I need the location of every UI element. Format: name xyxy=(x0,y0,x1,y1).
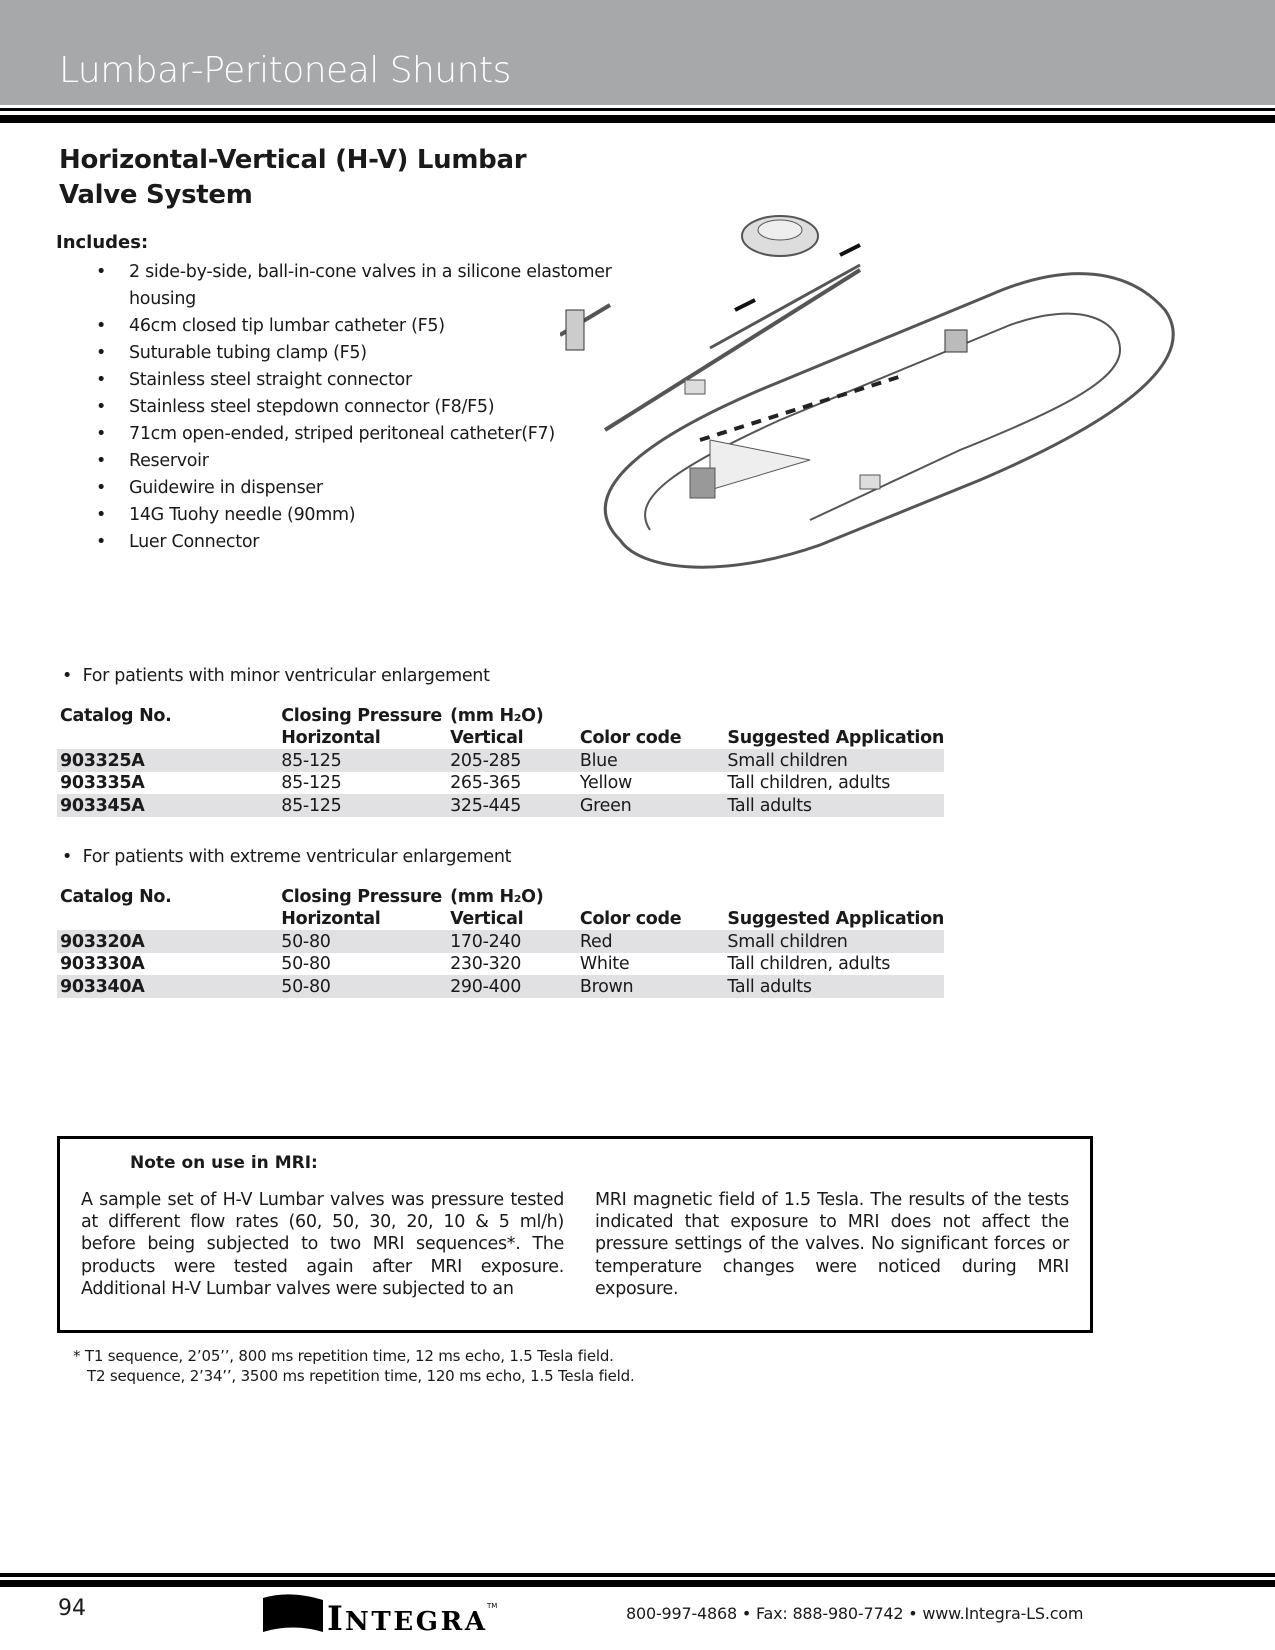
table-row xyxy=(57,930,944,953)
application: Small children xyxy=(724,930,944,953)
integra-logo xyxy=(263,1592,498,1634)
header-rule-thin xyxy=(0,108,1275,111)
catalog-no: 903345A xyxy=(57,794,278,817)
col-application: Suggested Application xyxy=(727,728,944,749)
horizontal: 85-125 xyxy=(278,794,447,817)
color-code: White xyxy=(579,954,630,975)
col-catalog: Catalog No. xyxy=(60,705,172,726)
application: Tall children, adults xyxy=(727,954,891,975)
col-vertical: Vertical xyxy=(450,728,524,749)
product-title xyxy=(59,143,526,213)
table-row xyxy=(57,794,944,817)
catalog-no: 903335A xyxy=(60,773,145,794)
svg-text:I: I xyxy=(327,1599,343,1634)
product-illustration xyxy=(560,200,1175,580)
col-application: Suggested Application xyxy=(727,909,944,930)
includes-label: Includes: xyxy=(56,232,149,253)
application: Tall adults xyxy=(724,794,944,817)
contact-info: 800-997-4868 • Fax: 888-980-7742 • www.Integra-LS.com xyxy=(626,1604,1084,1623)
col-unit: (mm H₂O) xyxy=(450,705,544,726)
footnote-line1: * T1 sequence, 2’05’’, 800 ms repetition time, 12 ms echo, 1.5 Tesla field. xyxy=(73,1347,614,1365)
vertical: 230-320 xyxy=(450,954,522,975)
footnote xyxy=(73,1346,635,1386)
table2-note: • For patients with extreme ventricular enlargement xyxy=(62,847,512,867)
horizontal: 50-80 xyxy=(281,954,331,975)
vertical: 170-240 xyxy=(447,930,577,953)
col-vertical: Vertical xyxy=(450,909,524,930)
includes-list xyxy=(96,259,616,556)
col-horizontal: Horizontal xyxy=(281,909,381,930)
horizontal: 85-125 xyxy=(278,749,447,772)
svg-text:TM: TM xyxy=(487,1602,498,1610)
table1-note-text: For patients with minor ventricular enlargement xyxy=(82,666,490,686)
list-item: • Reservoir xyxy=(96,448,616,475)
col-horizontal: Horizontal xyxy=(281,728,381,749)
col-closing: Closing Pressure xyxy=(281,886,442,907)
page-number: 94 xyxy=(58,1596,86,1621)
list-item: • Guidewire in dispenser xyxy=(96,475,616,502)
application: Tall adults xyxy=(724,975,944,998)
footer-rule-thick xyxy=(0,1580,1275,1587)
mri-note-box xyxy=(57,1136,1093,1333)
col-color: Color code xyxy=(579,728,682,749)
col-unit: (mm H₂O) xyxy=(450,886,544,907)
vertical: 205-285 xyxy=(447,749,577,772)
horizontal: 50-80 xyxy=(278,930,447,953)
col-color: Color code xyxy=(579,909,682,930)
catalog-table-extreme xyxy=(57,885,944,998)
table-row xyxy=(57,772,944,795)
catalog-no: 903325A xyxy=(57,749,278,772)
vertical: 325-445 xyxy=(447,794,577,817)
page-title: Lumbar-Peritoneal Shunts xyxy=(59,50,511,91)
footnote-line2: T2 sequence, 2’34’’, 3500 ms repetition time, 120 ms echo, 1.5 Tesla field. xyxy=(87,1367,635,1385)
application: Small children xyxy=(724,749,944,772)
horizontal: 50-80 xyxy=(278,975,447,998)
color-code: Red xyxy=(577,930,725,953)
table-row xyxy=(57,749,944,772)
header-rule-thick xyxy=(0,115,1275,123)
peritoneal-catheter xyxy=(605,274,1173,568)
list-item: • 14G Tuohy needle (90mm) xyxy=(96,502,616,529)
catalog-no: 903320A xyxy=(57,930,278,953)
mri-note-col1: A sample set of H-V Lumbar valves was pressure tested at different flow rates (60, 50, 30, 20, 10 & 5 ml/h) before being subjected to two MRI sequences*. The products were tested again after MRI exposure. Additional H-V Lumbar valves were subjected to an xyxy=(81,1190,564,1299)
color-code: Blue xyxy=(577,749,725,772)
svg-text:NTEGRA: NTEGRA xyxy=(345,1607,485,1634)
color-code: Yellow xyxy=(579,773,632,794)
product-title-line2: Valve System xyxy=(59,180,253,210)
col-closing: Closing Pressure xyxy=(281,705,442,726)
mri-note-title: Note on use in MRI: xyxy=(130,1153,318,1173)
mri-note-col2: MRI magnetic field of 1.5 Tesla. The results of the tests indicated that exposure to MRI does not affect the pressure settings of the valves. No significant forces or temperature changes were noticed during MRI exposure. xyxy=(595,1190,1069,1299)
table-row xyxy=(57,953,944,976)
list-item: • 71cm open-ended, striped peritoneal catheter(F7) xyxy=(96,421,616,448)
vertical: 290-400 xyxy=(447,975,577,998)
color-code: Brown xyxy=(577,975,725,998)
table2-note-text: For patients with extreme ventricular enlargement xyxy=(82,847,512,867)
application: Tall children, adults xyxy=(727,773,891,794)
table-row xyxy=(57,975,944,998)
list-item: • 2 side-by-side, ball-in-cone valves in a silicone elastomer housing xyxy=(96,259,616,313)
footer-rule-thin xyxy=(0,1573,1275,1577)
tuohy-needle-icon xyxy=(710,440,810,490)
catalog-no: 903330A xyxy=(60,954,145,975)
header-bar xyxy=(0,0,1275,105)
table1-note: • For patients with minor ventricular enlargement xyxy=(62,666,490,686)
product-title-line1: Horizontal-Vertical (H-V) Lumbar xyxy=(59,145,527,175)
list-item: • Suturable tubing clamp (F5) xyxy=(96,340,616,367)
list-item: • Stainless steel stepdown connector (F8/F5) xyxy=(96,394,616,421)
list-item: • Stainless steel straight connector xyxy=(96,367,616,394)
catalog-table-minor xyxy=(57,704,944,817)
vertical: 265-365 xyxy=(450,773,522,794)
list-item: • 46cm closed tip lumbar catheter (F5) xyxy=(96,313,616,340)
list-item: • Luer Connector xyxy=(96,529,616,556)
col-catalog: Catalog No. xyxy=(60,886,172,907)
horizontal: 85-125 xyxy=(281,773,342,794)
catalog-no: 903340A xyxy=(57,975,278,998)
color-code: Green xyxy=(577,794,725,817)
